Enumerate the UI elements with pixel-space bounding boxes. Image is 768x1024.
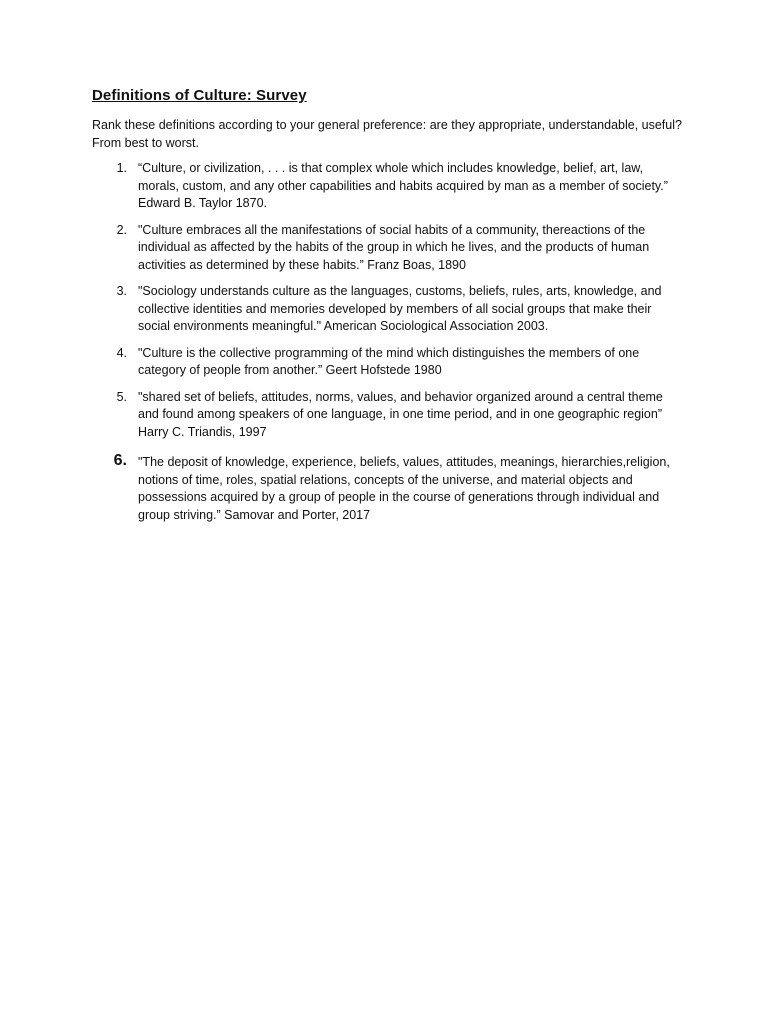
- definition-text: "The deposit of knowledge, experience, beliefs, values, attitudes, meanings, hierarchies,religion, notions of time, roles, spatial relations, concepts of the universe, and material objects and possessions acquired by a group of people in the course of generations through individual and group striving.” Samovar and Porter, 2017: [138, 455, 670, 522]
- document-content: [92, 86, 682, 533]
- definition-number: 1.: [116, 161, 127, 175]
- definition-text: “Culture, or civilization, . . . is that complex whole which includes knowledge, belief, art, law, morals, custom, and any other capabilities and habits acquired by man as a member of society.” Edward B. Taylor 1870.: [138, 161, 668, 210]
- definition-item-3: [92, 283, 682, 336]
- definition-number: 2.: [116, 222, 127, 237]
- definition-number: 3.: [116, 284, 127, 298]
- document-title: Definitions of Culture: Survey: [92, 87, 307, 104]
- definitions-list: [92, 160, 682, 524]
- definition-number: 5.: [116, 389, 127, 404]
- definition-item-6: [92, 454, 682, 524]
- definition-text: "Culture is the collective programming of the mind which distinguishes the members of one category of people from another.” Geert Hofstede 1980: [138, 345, 640, 377]
- definition-number: 4.: [116, 345, 127, 360]
- definition-item-4: [92, 345, 682, 380]
- definition-number: 6.: [113, 452, 127, 469]
- definition-text: "Culture embraces all the manifestations of social habits of a community, thereactions of the individual as affected by the habits of the group in which he lives, and the products of human activities as determined by these habits.” Franz Boas, 1890: [138, 222, 650, 272]
- definition-item-1: [92, 160, 682, 213]
- definition-text: "Sociology understands culture as the languages, customs, beliefs, rules, arts, knowledge, and collective identities and memories developed by members of all social groups that make their social environments meaningful." American Sociological Association 2003.: [138, 284, 662, 333]
- definition-item-5: [92, 389, 682, 442]
- survey-instructions: Rank these definitions according to your general preference: are they appropriate, understandable, useful? From best to worst.: [92, 118, 682, 150]
- definition-text: "shared set of beliefs, attitudes, norms, values, and behavior organized around a central theme and found among speakers of one language, in one time period, and in one geographic region” Harry C. Triandis, 1997: [138, 389, 663, 439]
- definition-item-2: [92, 222, 682, 275]
